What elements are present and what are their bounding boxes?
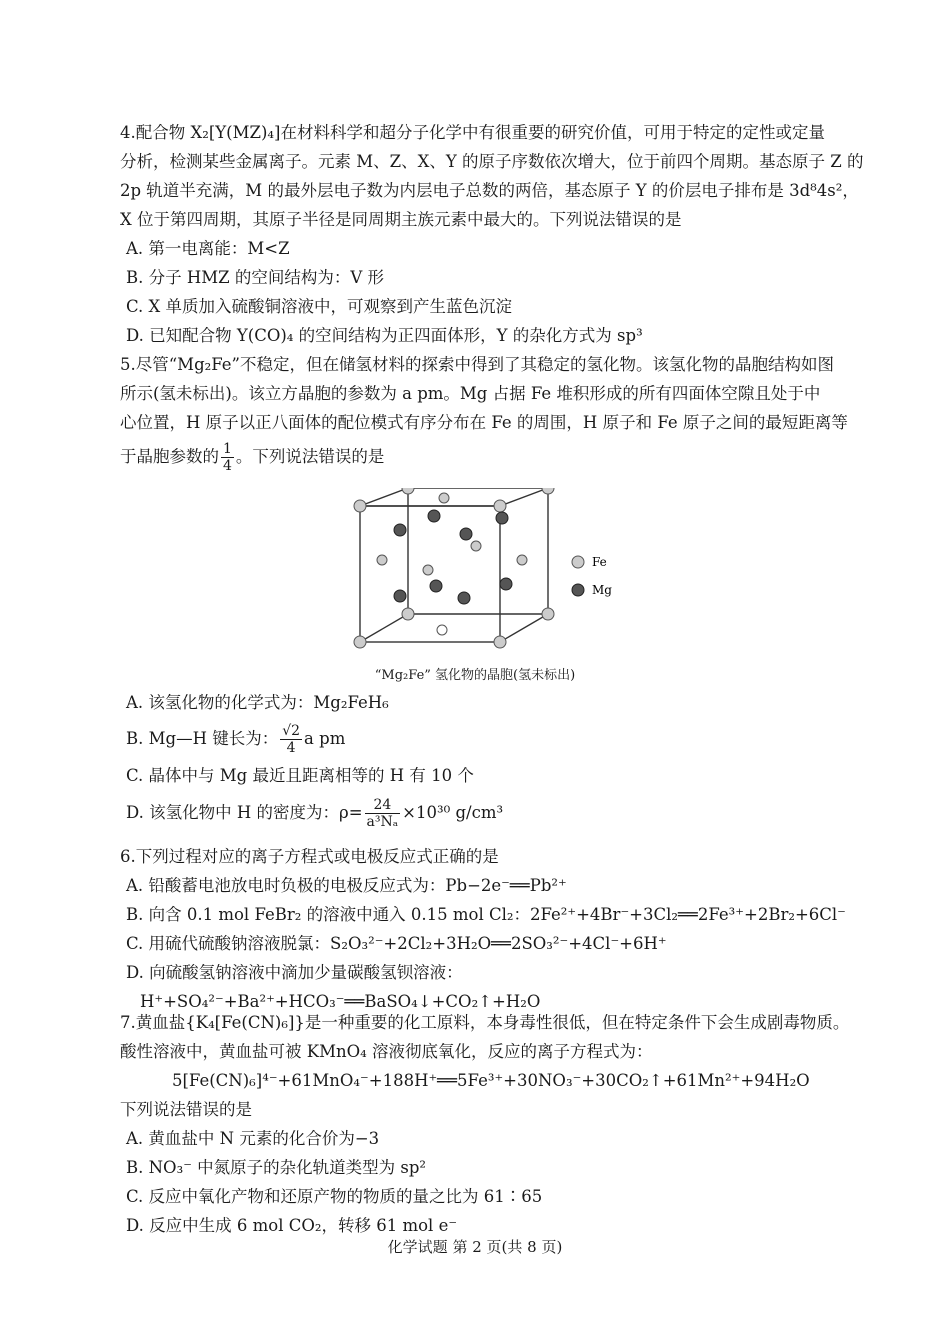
q5-stem-line-3: 心位置，H 原子以正八面体的配位模式有序分布在 Fe 的周围，H 原子和 Fe 原子之间的最短距离等 bbox=[120, 413, 848, 432]
figure-caption: “Mg₂Fe” 氢化物的晶胞(氢未标出) bbox=[374, 668, 576, 683]
q5-d-post: ×10³⁰ g/cm³ bbox=[402, 803, 504, 822]
fe-atom bbox=[471, 541, 481, 551]
fe-atom bbox=[437, 625, 447, 635]
page-footer: 化学试题 第 2 页(共 8 页) bbox=[387, 1238, 563, 1256]
q5-b-pre: B. Mg—H 键长为： bbox=[126, 729, 279, 748]
fe-atom bbox=[423, 565, 433, 575]
mg-atom bbox=[428, 510, 440, 522]
q4-option-c: C. X 单质加入硫酸铜溶液中，可观察到产生蓝色沉淀 bbox=[126, 297, 513, 316]
q4-option-d: D. 已知配合物 Y(CO)₄ 的空间结构为正四面体形，Y 的杂化方式为 sp³ bbox=[126, 326, 643, 345]
fe-atom bbox=[439, 493, 449, 503]
q5-option-b bbox=[120, 717, 840, 761]
legend bbox=[572, 555, 612, 597]
q6-option-d-equation: H⁺+SO₄²⁻+Ba²⁺+HCO₃⁻══BaSO₄↓+CO₂↑+H₂O bbox=[140, 992, 541, 1011]
mg-atom bbox=[500, 578, 512, 590]
q5-b-fraction bbox=[280, 723, 302, 756]
q7-stem-line-2: 酸性溶液中，黄血盐可被 KMnO₄ 溶液彻底氧化，反应的离子方程式为： bbox=[120, 1042, 653, 1061]
q6-option-b: B. 向含 0.1 mol FeBr₂ 的溶液中通入 0.15 mol Cl₂：2Fe²⁺+4Br⁻+3Cl₂══2Fe³⁺+2Br₂+6Cl⁻ bbox=[126, 905, 846, 924]
q4-option-b: B. 分子 HMZ 的空间结构为：V 形 bbox=[126, 268, 385, 287]
fe-atom bbox=[494, 500, 506, 512]
mg-atoms bbox=[394, 510, 512, 604]
fe-atom bbox=[494, 636, 506, 648]
q7-stem-line-1: 7.黄血盐{K₄[Fe(CN)₆]}是一种重要的化工原料，本身毒性很低，但在特定条件下会生成剧毒物质。 bbox=[120, 1013, 850, 1032]
question-6 bbox=[120, 842, 846, 1016]
q4-option-a: A. 第一电离能：M<Z bbox=[126, 239, 290, 258]
q7-option-b: B. NO₃⁻ 中氮原子的杂化轨道类型为 sp² bbox=[126, 1158, 427, 1177]
cube-top-face bbox=[360, 488, 548, 506]
q6-option-d: D. 向硫酸氢钠溶液中滴加少量碳酸氢钡溶液： bbox=[126, 963, 463, 982]
q5-d-num: 24 bbox=[365, 797, 401, 814]
q7-stem-line-3: 下列说法错误的是 bbox=[120, 1100, 252, 1119]
q4-stem-line-2: 分析，检测某些金属离子。元素 M、Z、X、Y 的原子序数依次增大，位于前四个周期。基态原子 Z 的 bbox=[120, 152, 864, 171]
fe-atoms bbox=[354, 488, 554, 648]
mg-atom bbox=[394, 590, 406, 602]
q5-d-pre: D. 该氢化物中 H 的密度为：ρ= bbox=[126, 803, 363, 822]
fe-atom bbox=[542, 608, 554, 620]
q7-option-c: C. 反应中氧化产物和还原产物的物质的量之比为 61∶65 bbox=[126, 1187, 543, 1206]
q7-equation: 5[Fe(CN)₆]⁴⁻+61MnO₄⁻+188H⁺══5Fe³⁺+30NO₃⁻+30CO₂↑+61Mn²⁺+94H₂O bbox=[172, 1071, 810, 1090]
q7-option-d: D. 反应中生成 6 mol CO₂，转移 61 mol e⁻ bbox=[126, 1216, 458, 1235]
legend-fe-icon bbox=[572, 556, 584, 568]
q5-option-d bbox=[120, 790, 840, 836]
fe-atom bbox=[354, 636, 366, 648]
q5-b-post: a pm bbox=[304, 729, 346, 748]
q5-stem-line-4 bbox=[120, 437, 840, 477]
q5-frac-num: 1 bbox=[223, 441, 232, 457]
mg-atom bbox=[460, 528, 472, 540]
mg-atom bbox=[458, 592, 470, 604]
q5-b-den: 4 bbox=[286, 740, 296, 756]
q5-option-c: C. 晶体中与 Mg 最近且距离相等的 H 有 10 个 bbox=[126, 766, 474, 785]
mg-atom bbox=[496, 512, 508, 524]
q5-d-fraction bbox=[365, 797, 401, 830]
question-5-options bbox=[120, 688, 840, 836]
cube-bottom-right-edge bbox=[500, 614, 548, 642]
question-7 bbox=[120, 1008, 850, 1240]
question-4 bbox=[120, 118, 864, 350]
cube-bottom-left-edge bbox=[360, 614, 408, 642]
q5-stem-line-2: 所示(氢未标出)。该立方晶胞的参数为 a pm。Mg 占据 Fe 堆积形成的所有四面体空隙且处于中 bbox=[120, 384, 821, 403]
legend-mg-icon bbox=[572, 584, 584, 596]
crystal-cell-figure bbox=[340, 488, 640, 688]
q4-stem-line-4: X 位于第四周期，其原子半径是同周期主族元素中最大的。下列说法错误的是 bbox=[120, 210, 682, 229]
q5-stem-line-1: 5.尽管“Mg₂Fe”不稳定，但在储氢材料的探索中得到了其稳定的氢化物。该氢化物的晶胞结构如图 bbox=[120, 355, 834, 374]
q7-option-a: A. 黄血盐中 N 元素的化合价为−3 bbox=[126, 1129, 380, 1148]
q4-stem-line-3: 2p 轨道半充满，M 的最外层电子数为内层电子总数的两倍，基态原子 Y 的价层电子排布是 3d⁸4s²， bbox=[120, 181, 859, 200]
fe-atom bbox=[402, 488, 414, 494]
q4-stem-line-1: 4.配合物 X₂[Y(MZ)₄]在材料科学和超分子化学中有很重要的研究价值，可用于特定的定性或定量 bbox=[120, 123, 825, 142]
fe-atom bbox=[354, 500, 366, 512]
q6-stem: 6.下列过程对应的离子方程式或电极反应式正确的是 bbox=[120, 847, 499, 866]
mg-atom bbox=[430, 580, 442, 592]
q5-frac-den: 4 bbox=[223, 458, 232, 474]
q5-line4-post: 。下列说法错误的是 bbox=[235, 447, 385, 466]
q5-option-a: A. 该氢化物的化学式为：Mg₂FeH₆ bbox=[126, 693, 389, 712]
q6-option-c: C. 用硫代硫酸钠溶液脱氯：S₂O₃²⁻+2Cl₂+3H₂O══2SO₃²⁻+4Cl⁻+6H⁺ bbox=[126, 934, 667, 953]
fe-atom bbox=[377, 555, 387, 565]
q6-option-a: A. 铅酸蓄电池放电时负极的电极反应式为：Pb−2e⁻══Pb²⁺ bbox=[126, 876, 567, 895]
question-5 bbox=[120, 350, 848, 477]
q5-fraction bbox=[221, 441, 234, 474]
q5-b-num: √2 bbox=[282, 723, 301, 739]
q5-line4-pre: 于晶胞参数的 bbox=[120, 447, 219, 466]
q5-d-den: a³Nₐ bbox=[366, 814, 399, 830]
legend-mg-label: Mg bbox=[592, 583, 612, 597]
fe-atom bbox=[517, 555, 527, 565]
legend-fe-label: Fe bbox=[592, 555, 607, 569]
fe-atom bbox=[542, 488, 554, 494]
fe-atom bbox=[402, 608, 414, 620]
mg-atom bbox=[394, 524, 406, 536]
